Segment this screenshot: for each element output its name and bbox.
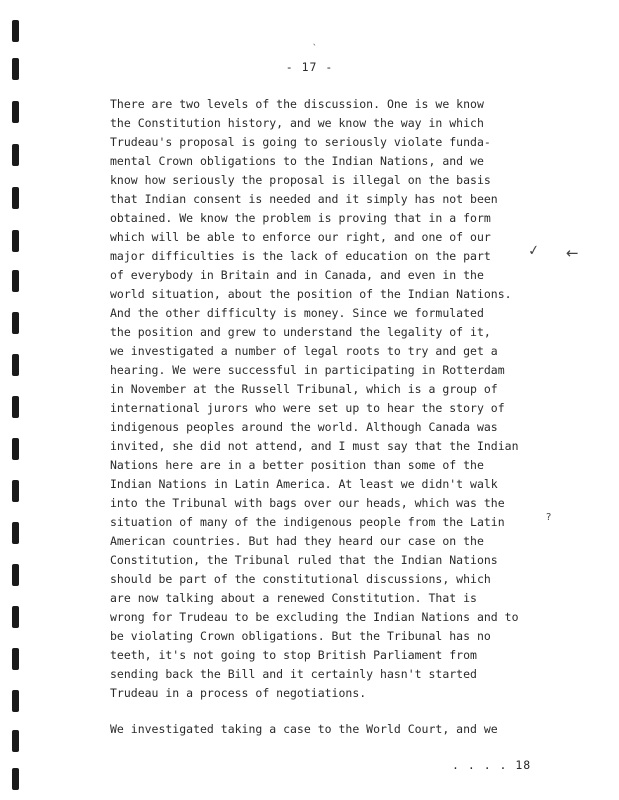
binding-hole	[12, 648, 19, 670]
pen-tick-mark: `	[312, 44, 318, 54]
text-line: world situation, about the position of the Indian Nations.	[110, 287, 512, 301]
text-line: mental Crown obligations to the Indian Nations, and we	[110, 154, 484, 168]
question-mark-icon: ?	[546, 512, 552, 523]
binding-holes	[12, 0, 22, 800]
text-line: There are two levels of the discussion. One is we know	[110, 97, 484, 111]
continuation-marker: . . . . 18	[452, 758, 532, 772]
binding-hole	[12, 230, 19, 252]
text-line: international jurors who were set up to hear the story of	[110, 401, 505, 415]
binding-hole	[12, 354, 19, 376]
text-line: And the other difficulty is money. Since we formulated	[110, 306, 484, 320]
text-line: indigenous peoples around the world. Although Canada was	[110, 420, 498, 434]
text-line: that Indian consent is needed and it simply has not been	[110, 192, 498, 206]
text-line: should be part of the constitutional discussions, which	[110, 572, 491, 586]
paragraph	[110, 720, 560, 739]
text-line: Nations here are in a better position than some of the	[110, 458, 484, 472]
text-line: the Constitution history, and we know the way in which	[110, 116, 484, 130]
binding-hole	[12, 101, 19, 123]
binding-hole	[12, 438, 19, 460]
text-line: we investigated a number of legal roots to try and get a	[110, 344, 498, 358]
text-line: obtained. We know the problem is proving that in a form	[110, 211, 491, 225]
text-line: Constitution, the Tribunal ruled that the Indian Nations	[110, 553, 498, 567]
binding-hole	[12, 312, 19, 334]
binding-hole	[12, 480, 19, 502]
text-line: the position and grew to understand the legality of it,	[110, 325, 491, 339]
binding-hole	[12, 187, 19, 209]
binding-hole	[12, 522, 19, 544]
binding-hole	[12, 768, 19, 790]
text-line: into the Tribunal with bags over our heads, which was the	[110, 496, 505, 510]
check-mark-icon: ✓	[526, 242, 541, 260]
text-line: are now talking about a renewed Constitution. That is	[110, 591, 477, 605]
text-line: sending back the Bill and it certainly hasn't started	[110, 667, 477, 681]
text-line: Trudeau in a process of negotiations.	[110, 686, 367, 700]
text-line: which will be able to enforce our right, and one of our	[110, 230, 491, 244]
text-line: invited, she did not attend, and I must say that the Indian	[110, 439, 519, 453]
text-line: hearing. We were successful in participating in Rotterdam	[110, 363, 505, 377]
binding-hole	[12, 144, 19, 166]
text-line: situation of many of the indigenous people from the Latin	[110, 515, 505, 529]
binding-hole	[12, 20, 19, 42]
binding-hole	[12, 730, 19, 752]
paragraph-gap	[110, 703, 560, 720]
text-line: know how seriously the proposal is illegal on the basis	[110, 173, 491, 187]
arrow-left-icon: ←	[566, 244, 579, 262]
text-line: be violating Crown obligations. But the Tribunal has no	[110, 629, 491, 643]
text-line: of everybody in Britain and in Canada, and even in the	[110, 268, 484, 282]
text-line: American countries. But had they heard our case on the	[110, 534, 484, 548]
binding-hole	[12, 270, 19, 292]
body-text	[110, 95, 560, 739]
text-line: in November at the Russell Tribunal, which is a group of	[110, 382, 498, 396]
binding-hole	[12, 690, 19, 712]
text-line: Trudeau's proposal is going to seriously violate funda-	[110, 135, 491, 149]
binding-hole	[12, 396, 19, 418]
text-line: teeth, it's not going to stop British Parliament from	[110, 648, 477, 662]
page-number: - 17 -	[285, 60, 334, 74]
text-line: wrong for Trudeau to be excluding the Indian Nations and to	[110, 610, 519, 624]
binding-hole	[12, 606, 19, 628]
binding-hole	[12, 564, 19, 586]
text-line: Indian Nations in Latin America. At least we didn't walk	[110, 477, 498, 491]
paragraph	[110, 95, 560, 703]
text-line: We investigated taking a case to the World Court, and we	[110, 722, 498, 736]
text-line: major difficulties is the lack of education on the part	[110, 249, 491, 263]
